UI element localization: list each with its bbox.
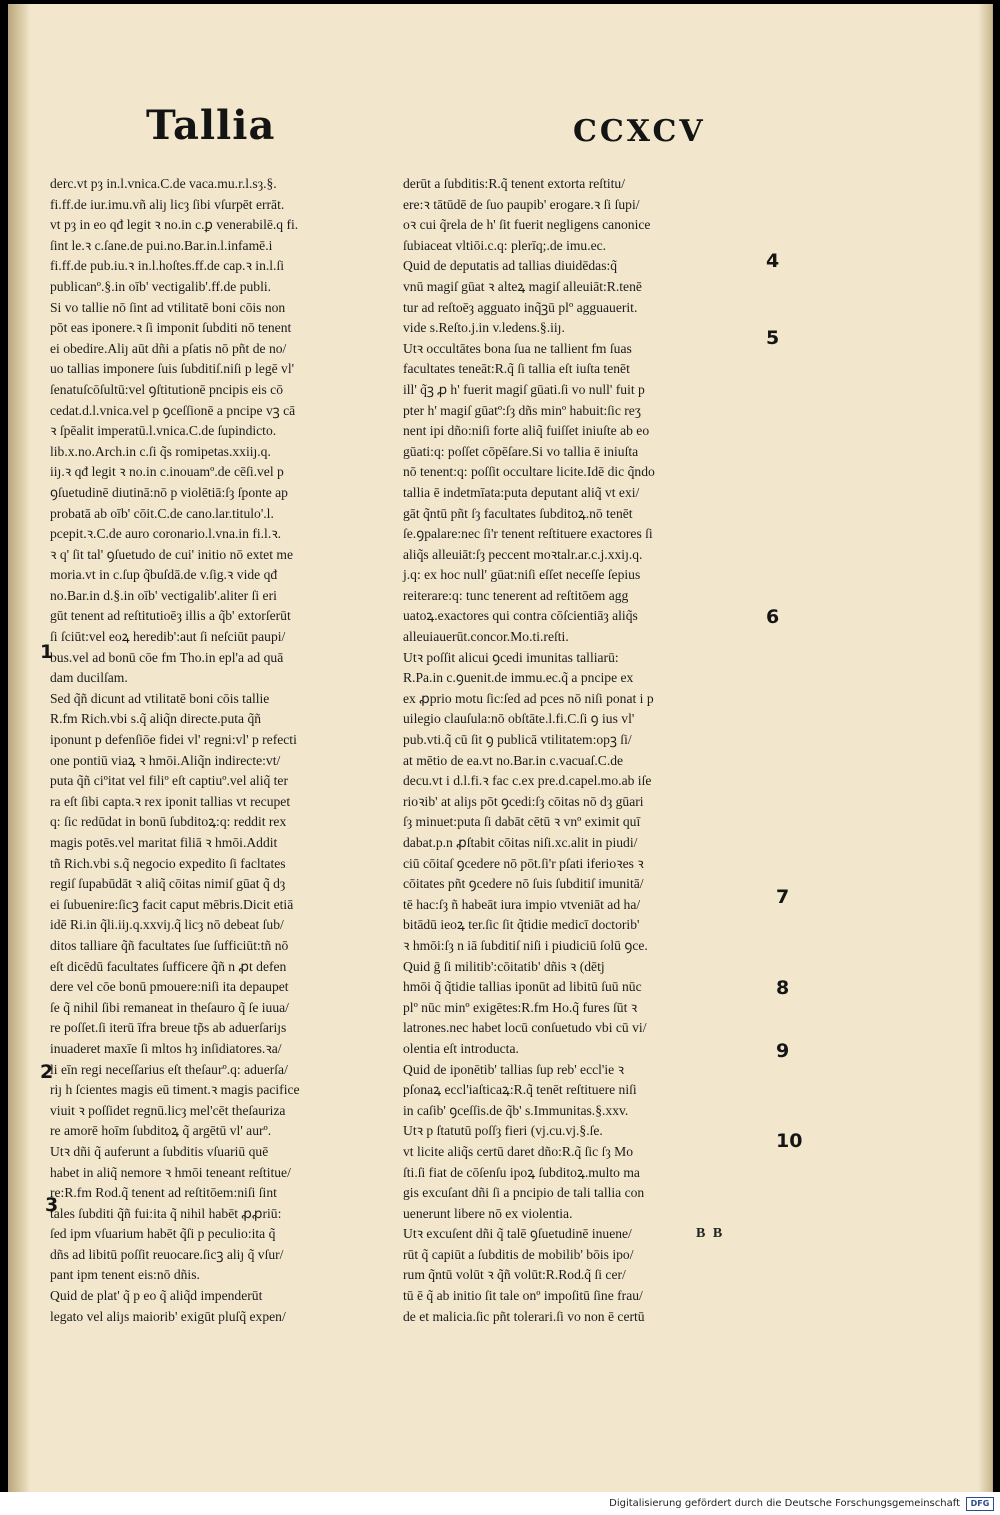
text-line: ſenatuſcōſultū:vel ꝯſtitutionē pncipis eis cō bbox=[50, 381, 283, 397]
signature-mark: B B bbox=[696, 1226, 725, 1241]
text-line: regiſ ſupabūdāt ꝛ aliq̃ cōitas nimiſ gūat q̃ dȝ bbox=[50, 876, 286, 892]
footer-bar bbox=[0, 1492, 1000, 1515]
marginal-number: 3 bbox=[45, 1194, 59, 1216]
text-line: pter h' magiſ gūatº:ſȝ dñs minº habuit:ſic reʒ bbox=[403, 402, 641, 418]
text-line: re poſſet.ſi iterū īfra breue tp̃s ab aduerſariȷs bbox=[50, 1020, 287, 1036]
text-line: one pontiū viaꝝ ꝛ hmōi.Aliq̃n indirecte:vt/ bbox=[50, 752, 281, 768]
text-line: tñ Rich.vbi s.q̃ negocio expedito ſi facltates bbox=[50, 855, 286, 871]
text-line: ſi ſciūt:vel eoꝝ heredib':aut ſi neſciūt paupi/ bbox=[50, 629, 286, 645]
text-line: nō tenent:q: poſſit occultare licite.Idē dic q̃ndo bbox=[403, 464, 655, 480]
dfg-logo: DFG bbox=[966, 1497, 994, 1511]
text-line: ei ſubuenire:ſicꝫ facit caput mēbris.Dicit etiā bbox=[50, 896, 294, 912]
text-line: probatā ab oīb' cōit.C.de cano.lar.titulo'.l. bbox=[50, 505, 274, 521]
text-line: vt pȝ in eo qđ legit ꝛ no.in c.ꝑ venerabilē.q fi. bbox=[50, 217, 299, 233]
text-line: vnū magiſ gūat ꝛ alteꝝ magiſ alleuiāt:R.tenē bbox=[403, 278, 642, 294]
text-line: ꝛ ſpēalit imperatū.l.vnica.C.de ſupindicto. bbox=[50, 423, 277, 439]
funding-credit: Digitalisierung gefördert durch die Deutsche Forschungsgemeinschaft bbox=[609, 1498, 960, 1509]
text-line: plº nūc minº exigētes:R.fm Ho.q̃ fures ſūt ꝛ bbox=[403, 999, 638, 1015]
text-line: bus.vel ad bonū cōe fm Tho.in epl'a ad quā bbox=[50, 649, 284, 665]
text-line: vide s.Reſto.j.in v.ledens.§.iiȷ. bbox=[403, 320, 565, 336]
text-column-right bbox=[403, 174, 753, 1327]
text-line: publicanº.§.in oīb' vectigalib'.ff.de publi. bbox=[50, 278, 272, 294]
text-line: Quid ḡ ſi militib':cōitatib' dñis ꝛ (dētj bbox=[403, 958, 605, 974]
marginal-number: 10 bbox=[776, 1130, 803, 1152]
text-line: olentia eſt introducta. bbox=[403, 1040, 519, 1056]
text-line: habet in aliq̃ nemore ꝛ hmōi teneant reſtitue/ bbox=[50, 1164, 291, 1180]
marginal-number: 4 bbox=[766, 250, 780, 272]
text-line: inuaderet maxīe ſi mltos hȝ inſidiatores.ꝛa/ bbox=[50, 1040, 282, 1056]
text-line: vt licite aliq̃s certū daret dño:R.q̃ ſic ſȝ Mo bbox=[403, 1143, 633, 1159]
page-gutter bbox=[8, 4, 30, 1492]
book-page bbox=[8, 4, 993, 1492]
text-line: Quid de plat' q̃ p eo q̃ aliq̃d impenderūt bbox=[50, 1288, 263, 1304]
text-line: gāt q̃ntū pñt ſȝ facultates ſubditoꝝ.nō tenēt bbox=[403, 505, 633, 521]
folio-number: CCXCV bbox=[573, 114, 706, 149]
text-line: dabat.p.n ꝓſtabit cōitas niſi.xc.alit in piudi/ bbox=[403, 835, 638, 850]
text-line: alleuiauerūt.concor.Mo.ti.reſti. bbox=[403, 629, 569, 645]
text-line: Quid de deputatis ad tallias diuidēdas:q̃ bbox=[403, 258, 618, 274]
text-line: tū ē q̃ ab initio ſit tale onº impoſitū ſine frau/ bbox=[403, 1288, 643, 1304]
text-line: tales ſubditi q̃ñ fui:ita q̃ nihil habēt ꝓꝓriū: bbox=[50, 1205, 282, 1221]
text-line: reiterare:q: tunc tenerent ad reſtitōem agg bbox=[403, 587, 629, 603]
text-line: Utꝛ occultātes bona ſua ne tallient fm ſuas bbox=[403, 340, 632, 356]
text-line: aliq̃s alleuiāt:ſȝ peccent moꝛtalr.ar.c.j.xxiȷ.q. bbox=[403, 546, 643, 562]
text-line: ꝯſuetudinē diutinā:nō p violētiā:ſȝ ſponte ap bbox=[50, 484, 288, 500]
text-line: fi.ff.de iur.imu.vñ aliȷ licȝ ſibi vſurpēt errāt. bbox=[50, 196, 285, 212]
text-line: eſt dicēdū facultates ſufficere q̃ñ n ꝓt defen bbox=[50, 958, 287, 974]
text-line: ſe.ꝯpalare:nec ſi'r tenent reſtituere exactores ſi bbox=[403, 526, 653, 542]
text-line: derūt a ſubditis:R.q̃ tenent extorta reſtitu/ bbox=[403, 176, 625, 191]
marginal-number: 9 bbox=[776, 1040, 790, 1062]
text-line: uatoꝝ.exactores qui contra cōſcientiāȝ aliq̃s bbox=[403, 608, 638, 624]
text-line: ſubiaceat vltiōi.c.q: plerīq;.de imu.ec. bbox=[403, 237, 607, 253]
text-line: ꝛ hmōi:ſȝ n iā ſubditiſ niſi i piudiciū ſolū ꝯce. bbox=[403, 937, 648, 953]
text-line: uilegio clauſula:nō obſtāte.l.fi.C.ſi ꝯ ius vl' bbox=[403, 711, 635, 727]
text-line: uo tallias imponere ſuis ſubditiſ.niſi p legē vl' bbox=[50, 361, 295, 377]
text-line: ciū cōitaſ ꝯcedere nō pōt.ſi'r pſati iferioꝛes ꝛ bbox=[403, 855, 644, 871]
text-line: R.Pa.in c.ꝯuenit.de immu.ec.q̃ a pncipe ex bbox=[403, 670, 634, 686]
text-line: viuit ꝛ poſſidet regnū.licȝ mel'cēt theſauriza bbox=[50, 1102, 286, 1118]
text-line: iiȷ.ꝛ qđ legit ꝛ no.in c.inouamº.de cēſi.vel p bbox=[50, 464, 284, 480]
text-line: j.q: ex hoc null' gūat:niſi eſſet neceſſe ſepius bbox=[403, 567, 641, 583]
text-line: pſonaꝝ eccl'iaſticaꝝ:R.q̃ tenēt reſtituere niſi bbox=[403, 1082, 637, 1098]
text-line: latrones.nec habet locū conſuetudo vbi cū vi/ bbox=[403, 1020, 647, 1036]
text-line: derc.vt pȝ in.l.vnica.C.de vaca.mu.r.l.sȝ.§. bbox=[50, 176, 277, 191]
text-line: re:R.fm Rod.q̃ tenent ad reſtitōem:niſi ſint bbox=[50, 1185, 277, 1201]
text-line: legato vel aliȷs maiorib' exigūt pluſq̃ expen/ bbox=[50, 1308, 286, 1324]
text-line: ill' q̃ꝫ ꝓ h' fuerit magiſ gūati.ſi vo null' fuit p bbox=[403, 381, 645, 397]
text-line: pōt eas iponere.ꝛ ſi imponit ſubditi nō tenent bbox=[50, 320, 292, 336]
marginal-number: 6 bbox=[766, 606, 780, 628]
text-column-left bbox=[50, 174, 386, 1327]
text-line: nent ipi dño:niſi forte aliq̃ fuiſſet iniuſte ab eo bbox=[403, 423, 650, 439]
text-line: facultates teneāt:R.q̃ ſi tallia eſt iuſta tenēt bbox=[403, 361, 630, 377]
text-line: Quid de iponētib' tallias ſup reb' eccl'ie ꝛ bbox=[403, 1061, 625, 1077]
text-line: tur ad reſtoēȝ agguato inq̃ꝫū plº agguauerit. bbox=[403, 299, 638, 315]
text-line: re amorē hoīm ſubditoꝝ q̃ argētū vl' aurº. bbox=[50, 1123, 272, 1139]
text-line: hmōi q̃ q̃tidie tallias iponūt ad libitū ſuū nūc bbox=[403, 979, 642, 995]
marginal-number: 7 bbox=[776, 886, 790, 908]
text-line: ei obedire.Aliȷ aūt dñi a pſatis nō pñt de no/ bbox=[50, 340, 287, 356]
text-line: li eīn regi neceſſarius eſt theſaurº.q: aduerſa/ bbox=[50, 1061, 288, 1077]
text-line: ditos talliare q̃ñ facultates ſue ſufficiūt:tñ nō bbox=[50, 937, 289, 953]
text-line: in caſib' ꝯceſſis.de q̃b' s.Immunitas.§.xxv. bbox=[403, 1102, 629, 1118]
text-line: ſint le.ꝛ c.ſane.de pui.no.Bar.in.l.infamē.i bbox=[50, 237, 273, 253]
text-line: puta q̃ñ ciºitat vel filiº eſt captiuº.vel aliq̃ ter bbox=[50, 773, 288, 789]
text-line: ꝛ q' ſit tal' ꝯſuetudo de cui' initio nō extet me bbox=[50, 546, 294, 562]
text-line: iponunt p defenſiōe fidei vl' regni:vl' p refecti bbox=[50, 732, 297, 748]
text-line: rum q̃ntū volūt ꝛ q̃ñ volūt:R.Rod.q̃ ſi cer/ bbox=[403, 1267, 626, 1283]
text-line: Utꝛ p ſtatutū poſſȝ fieri (vj.cu.vj.§.ſe. bbox=[403, 1123, 603, 1139]
text-line: gūati:q: poſſet cōpēſare.Si vo tallia ē iniuſta bbox=[403, 443, 639, 459]
text-line: ex ꝓprio motu ſic:ſed ad pces nō niſi ponat i p bbox=[403, 690, 654, 706]
text-line: gis excuſant dñi ſi a pncipio de tali tallia con bbox=[403, 1185, 645, 1201]
running-head: Tallia bbox=[146, 102, 276, 149]
text-line: R.fm Rich.vbi s.q̃ aliq̃n directe.puta q̃ñ bbox=[50, 711, 262, 727]
text-line: riȷ h ſcientes magis eū timent.ꝛ magis pacifice bbox=[50, 1082, 300, 1098]
text-line: no.Bar.in d.§.in oīb' vectigalib'.aliter ſi eri bbox=[50, 587, 277, 603]
marginal-number: 1 bbox=[40, 641, 54, 663]
text-line: ra eſt ſibi capta.ꝛ rex iponit tallias vt recupet bbox=[50, 793, 291, 809]
text-line: Si vo tallie nō ſint ad vtilitatē boni cōis non bbox=[50, 299, 286, 315]
text-line: idē Ri.in q̃li.iiȷ.q.xxviȷ.q̃ licȝ nō debeat ſub/ bbox=[50, 917, 284, 933]
text-line: pcepit.ꝛ.C.de auro coronario.l.vna.in fi.l.ꝛ. bbox=[50, 526, 282, 542]
text-line: ſȝ minuet:puta ſi dabāt cētū ꝛ vnº eximit quī bbox=[403, 814, 641, 830]
text-line: dere vel cōe bonū pmouere:niſi ita depaupet bbox=[50, 979, 289, 995]
text-line: ſti.ſi fiat de cōſenſu ipoꝝ ſubditoꝝ.multo ma bbox=[403, 1164, 640, 1180]
page-edge bbox=[978, 4, 992, 1492]
text-line: bitādū ieoꝝ ter.ſic ſit q̃tidie medicī doctorib' bbox=[403, 917, 640, 933]
text-line: cedat.d.l.vnica.vel p ꝯceſſionē a pncipe vꝫ cā bbox=[50, 402, 296, 418]
text-line: decu.vt i d.l.fi.ꝛ fac c.ex pre.d.capel.mo.ab iſe bbox=[403, 773, 652, 789]
text-line: gūt tenent ad reſtitutioēȝ illis a q̃b' extorſerūt bbox=[50, 608, 291, 624]
text-line: pant ipm tenent eis:nō dñis. bbox=[50, 1267, 200, 1283]
text-line: Sed q̃ñ dicunt ad vtilitatē boni cōis tallie bbox=[50, 690, 270, 706]
marginal-number: 8 bbox=[776, 977, 790, 999]
text-line: at mētio de ea.vt no.Bar.in c.vacuaſ.C.de bbox=[403, 752, 624, 768]
text-line: moria.vt in c.ſup q̃buſdā.de v.ſig.ꝛ vide qđ bbox=[50, 567, 278, 583]
text-line: oꝛ cui q̃rela de h' ſit fuerit negligens canonice bbox=[403, 217, 651, 233]
text-line: ſe q̃ nihil ſibi remaneat in theſauro q̃ ſe iuua/ bbox=[50, 999, 289, 1015]
text-line: cōitates pñt ꝯcedere nō ſuis ſubditiſ imunitā/ bbox=[403, 876, 644, 892]
text-line: Utꝛ poſſit alicui ꝯcedi imunitas talliarū: bbox=[403, 649, 619, 665]
text-line: fi.ff.de pub.iu.ꝛ in.l.hoſtes.ff.de cap.ꝛ in.l.ſi bbox=[50, 258, 284, 274]
marginal-number: 2 bbox=[40, 1061, 54, 1083]
text-line: pub.vti.q̃ cū ſit ꝯ publicā vtilitatem:opꝫ ſi/ bbox=[403, 732, 632, 748]
text-line: rūt q̃ capiūt a ſubditis de mobilib' bōis ipo/ bbox=[403, 1246, 634, 1262]
text-line: q: ſic redūdat in bonū ſubditoꝝ:q: reddit rex bbox=[50, 814, 287, 830]
text-line: ſed ipm vſuarium habēt q̃ſi p peculio:ita q̃ bbox=[50, 1226, 276, 1242]
text-line: tē hac:ſȝ ñ habeāt iura impio vtveniāt ad ha/ bbox=[403, 896, 641, 912]
text-line: dam ducilſam. bbox=[50, 670, 128, 686]
text-line: Utꝛ excuſent dñi q̃ talē ꝯſuetudinē inuene/ bbox=[403, 1226, 632, 1242]
text-line: magis potēs.vel maritat filiā ꝛ hmōi.Addit bbox=[50, 835, 278, 850]
text-line: de et malicia.ſic pñt tolerari.ſi vo non ē certū bbox=[403, 1308, 645, 1324]
text-line: ere:ꝛ tātūdē de ſuo paupib' erogare.ꝛ ſi ſupi/ bbox=[403, 196, 640, 212]
text-line: uenerunt libere nō ex violentia. bbox=[403, 1205, 573, 1221]
marginal-number: 5 bbox=[766, 327, 780, 349]
text-line: rioꝛib' at aliȷs pōt ꝯcedi:ſȝ cōitas nō dȝ gūari bbox=[403, 793, 644, 809]
text-line: lib.x.no.Arch.in c.ſi q̃s romipetas.xxiiȷ.q. bbox=[50, 443, 271, 459]
text-line: Utꝛ dñi q̃ auferunt a ſubditis vſuariū quē bbox=[50, 1143, 269, 1159]
text-line: tallia ē indetmīata:puta deputant aliq̃ vt exi/ bbox=[403, 484, 640, 500]
text-line: dñs ad libitū poſſit reuocare.ſicꝫ aliȷ q̃ vſur/ bbox=[50, 1246, 284, 1262]
